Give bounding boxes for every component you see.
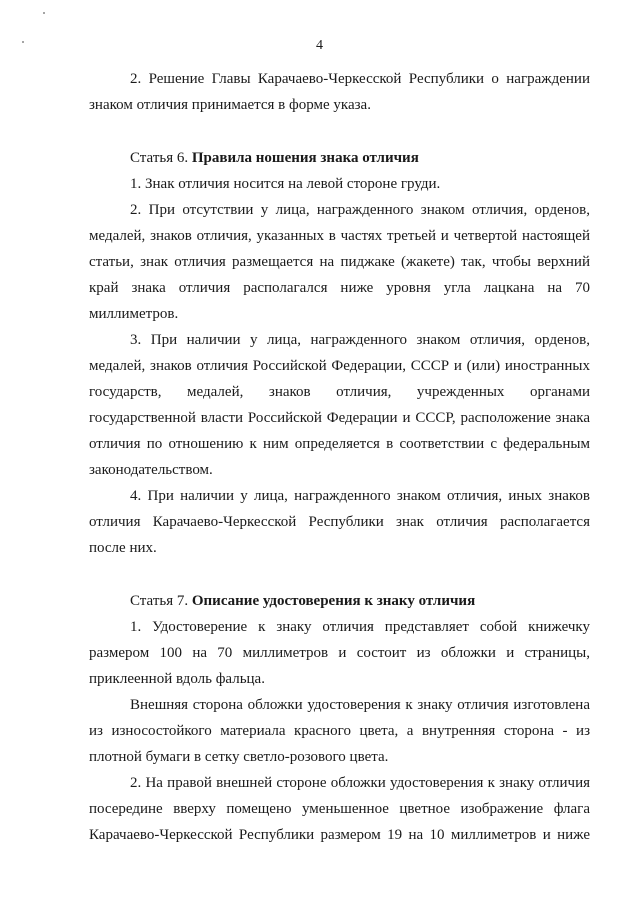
- text-line: из износостойкого материала красного цвета, а внутренняя сторона - из: [89, 723, 590, 739]
- document-body: [89, 66, 590, 848]
- text-line: медалей, знаков отличия Российской Федерации, СССР и (или) иностранных: [89, 358, 590, 374]
- text-line: миллиметров.: [89, 306, 179, 322]
- text-line: статьи, знак отличия размещается на пиджаке (жакете) так, чтобы верхний: [89, 254, 590, 270]
- article-title: Описание удостоверения к знаку отличия: [191, 593, 476, 609]
- article-heading: [89, 145, 590, 171]
- scan-speck: [43, 12, 45, 14]
- text-line: после них.: [89, 540, 157, 556]
- text-line: 2. При отсутствии у лица, награжденного знаком отличия, орденов,: [130, 202, 590, 218]
- text-line: 1. Удостоверение к знаку отличия представляет собой книжечку: [130, 619, 590, 635]
- article-title: Правила ношения знака отличия: [191, 150, 419, 166]
- text-line: государств, медалей, знаков отличия, учрежденных органами: [89, 384, 590, 400]
- article-number: Статья 7.: [130, 593, 192, 609]
- text-line: 4. При наличии у лица, награжденного знаком отличия, иных знаков: [130, 488, 590, 504]
- page-number: 4: [316, 38, 323, 53]
- text-line: плотной бумаги в сетку светло-розового цвета.: [89, 749, 389, 765]
- text-line: 2. На правой внешней стороне обложки удостоверения к знаку отличия: [130, 775, 590, 791]
- paragraph-gap: [89, 118, 590, 145]
- text-line: Внешняя сторона обложки удостоверения к знаку отличия изготовлена: [130, 697, 590, 713]
- paragraph-gap: [89, 561, 590, 588]
- text-line: государственной власти Российской Федерации и СССР, расположение знака: [89, 410, 590, 426]
- text-line: край знака отличия располагался ниже уровня угла лацкана на 70: [89, 280, 590, 296]
- article-number: Статья 6.: [130, 150, 192, 166]
- text-line: отличия Карачаево-Черкесской Республики знак отличия располагается: [89, 514, 590, 530]
- text-line: приклеенной вдоль фальца.: [89, 671, 265, 687]
- text-line: Карачаево-Черкесской Республики размером 19 на 10 миллиметров и ниже: [89, 827, 590, 843]
- text-line: медалей, знаков отличия, указанных в частях третьей и четвертой настоящей: [89, 228, 590, 244]
- text-line: посередине вверху помещено уменьшенное цветное изображение флага: [89, 801, 590, 817]
- article-heading: [89, 588, 590, 614]
- text-line: размером 100 на 70 миллиметров и состоит из обложки и страницы,: [89, 645, 590, 661]
- text-line: 1. Знак отличия носится на левой стороне груди.: [130, 176, 441, 192]
- text-line: законодательством.: [89, 462, 213, 478]
- text-line: отличия по отношению к ним определяется в соответствии с федеральным: [89, 436, 590, 452]
- text-line: знаком отличия принимается в форме указа.: [89, 97, 371, 113]
- text-line: 2. Решение Главы Карачаево-Черкесской Республики о награждении: [130, 71, 590, 87]
- text-line: 3. При наличии у лица, награжденного знаком отличия, орденов,: [130, 332, 590, 348]
